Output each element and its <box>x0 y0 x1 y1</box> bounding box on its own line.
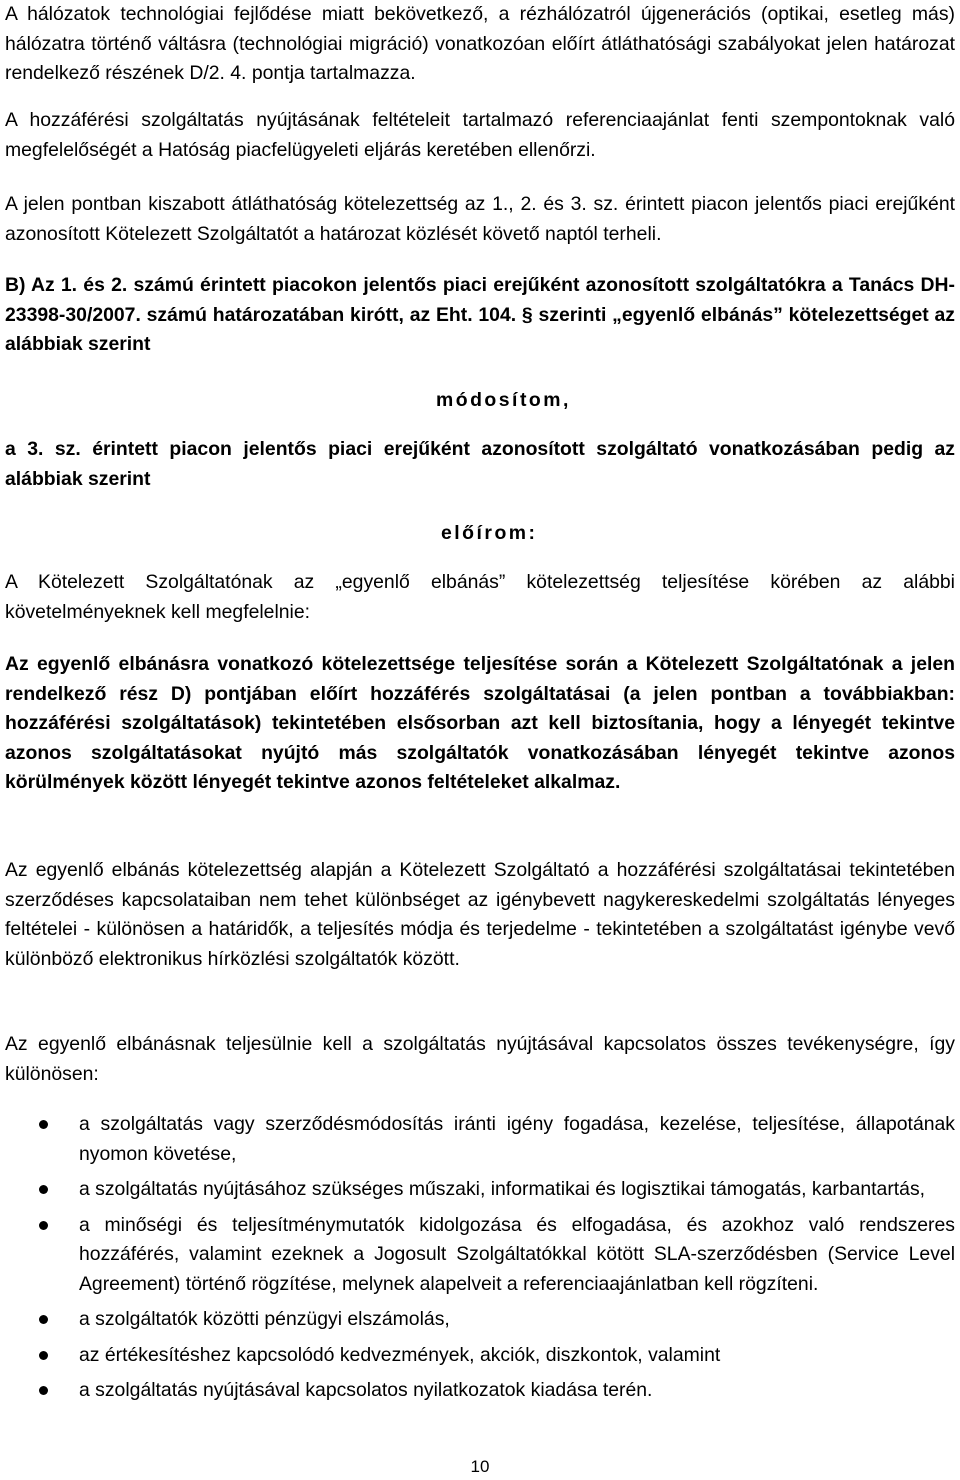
page-number: 10 <box>470 1457 490 1476</box>
bullet-icon <box>39 1120 48 1129</box>
activities-bullet-list <box>5 1110 955 1412</box>
list-item-text: a szolgáltatók közötti pénzügyi elszámolás, <box>79 1308 450 1330</box>
paragraph-equal-treatment-duty: Az egyenlő elbánásra vonatkozó kötelezettsége teljesítése során a Kötelezett Szolgáltatónak a jelen rendelkező rész D) pontjában előírt hozzáférés szolgáltatásai (a jelen pontban a továbbiakban: hozzáférési szolgáltatások) tekintetében elsősorban azt kell biztosítania, hogy a lényegét tekintve azonos szolgáltatásokat nyújtó más szolgáltatók vonatkozásában lényegét tekintve azonos körülmények között lényegét tekintve azonos feltételeket alkalmaz. <box>5 653 955 793</box>
decision-word-eloirom: előírom: <box>441 522 538 544</box>
list-item <box>5 1110 955 1169</box>
bullet-icon <box>39 1185 48 1194</box>
paragraph-reference-offer-check: A hozzáférési szolgáltatás nyújtásának feltételeit tartalmazó referenciaajánlat fenti szempontoknak való megfelelőségét a Hatóság piacfelügyeleti eljárás keretében ellenőrzi. <box>5 109 955 161</box>
list-item <box>5 1175 955 1205</box>
list-item-text: a minőségi és teljesítménymutatók kidolgozása és elfogadása, és azokhoz való rendszeres hozzáférés, valamint ezeknek a Jogosult Szolgáltatókkal kötött SLA-szerződésben (Service Level Agreement) történő rögzítése, melynek alapelveit a referenciaajánlatban kell rögzíteni. <box>79 1213 955 1295</box>
bullet-icon <box>39 1221 48 1230</box>
paragraph-transparency-obligation: A jelen pontban kiszabott átláthatóság kötelezettség az 1., 2. és 3. sz. érintett piacon jelentős piaci erejűként azonosított Kötelezett Szolgáltatót a határozat közlését követő naptól terheli. <box>5 193 955 245</box>
heading-section-b: B) Az 1. és 2. számú érintett piacokon jelentős piaci erejűként azonosított szolgáltatókra a Tanács DH-23398-30/2007. számú határozatában kirótt, az Eht. 104. § szerinti „egyenlő elbánás” kötelezettséget az alábbiak szerint <box>5 274 955 355</box>
list-item <box>5 1376 955 1406</box>
paragraph-no-discrimination: Az egyenlő elbánás kötelezettség alapján a Kötelezett Szolgáltató a hozzáférési szolgáltatásai tekintetében szerződéses kapcsolataiban nem tehet különbséget az igénybevett nagykereskedelmi szolgáltatás lényeges feltételei - különösen a határidők, a teljesítés módja és terjedelme - tekintetében a szolgáltatást igénybe vevő különböző elektronikus hírközlési szolgáltatók között. <box>5 859 955 970</box>
list-item-text: az értékesítéshez kapcsolódó kedvezmények, akciók, diszkontok, valamint <box>79 1343 721 1366</box>
bullet-icon <box>39 1351 48 1360</box>
list-item <box>5 1305 955 1335</box>
list-item <box>5 1341 955 1371</box>
list-item-text: a szolgáltatás nyújtásával kapcsolatos nyilatkozatok kiadása terén. <box>79 1379 653 1401</box>
paragraph-activities-intro: Az egyenlő elbánásnak teljesülnie kell a szolgáltatás nyújtásával kapcsolatos összes tevékenységre, így különösen: <box>5 1033 955 1085</box>
bullet-icon <box>39 1315 48 1324</box>
paragraph-requirements-intro: A Kötelezett Szolgáltatónak az „egyenlő elbánás” kötelezettség teljesítése körében az alábbi követelményeknek kell megfelelnie: <box>5 571 955 623</box>
paragraph-market-3: a 3. sz. érintett piacon jelentős piaci erejűként azonosított szolgáltató vonatkozásában pedig az alábbiak szerint <box>5 438 955 490</box>
decision-word-modositom: módosítom, <box>436 389 571 411</box>
list-item-text: a szolgáltatás nyújtásához szükséges műszaki, informatikai és logisztikai támogatás, karbantartás, <box>79 1178 926 1200</box>
paragraph-technology-migration: A hálózatok technológiai fejlődése miatt bekövetkező, a rézhálózatról újgenerációs (optikai, esetleg más) hálózatra történő váltásra (technológiai migráció) vonatkozóan előírt átláthatósági szabályokat jelen határozat rendelkező részének D/2. 4. pontja tartalmazza. <box>5 3 955 84</box>
list-item <box>5 1211 955 1300</box>
list-item-text: a szolgáltatás vagy szerződésmódosítás iránti igény fogadása, kezelése, teljesítése, állapotának nyomon követése, <box>79 1113 955 1165</box>
bullet-icon <box>39 1386 48 1395</box>
